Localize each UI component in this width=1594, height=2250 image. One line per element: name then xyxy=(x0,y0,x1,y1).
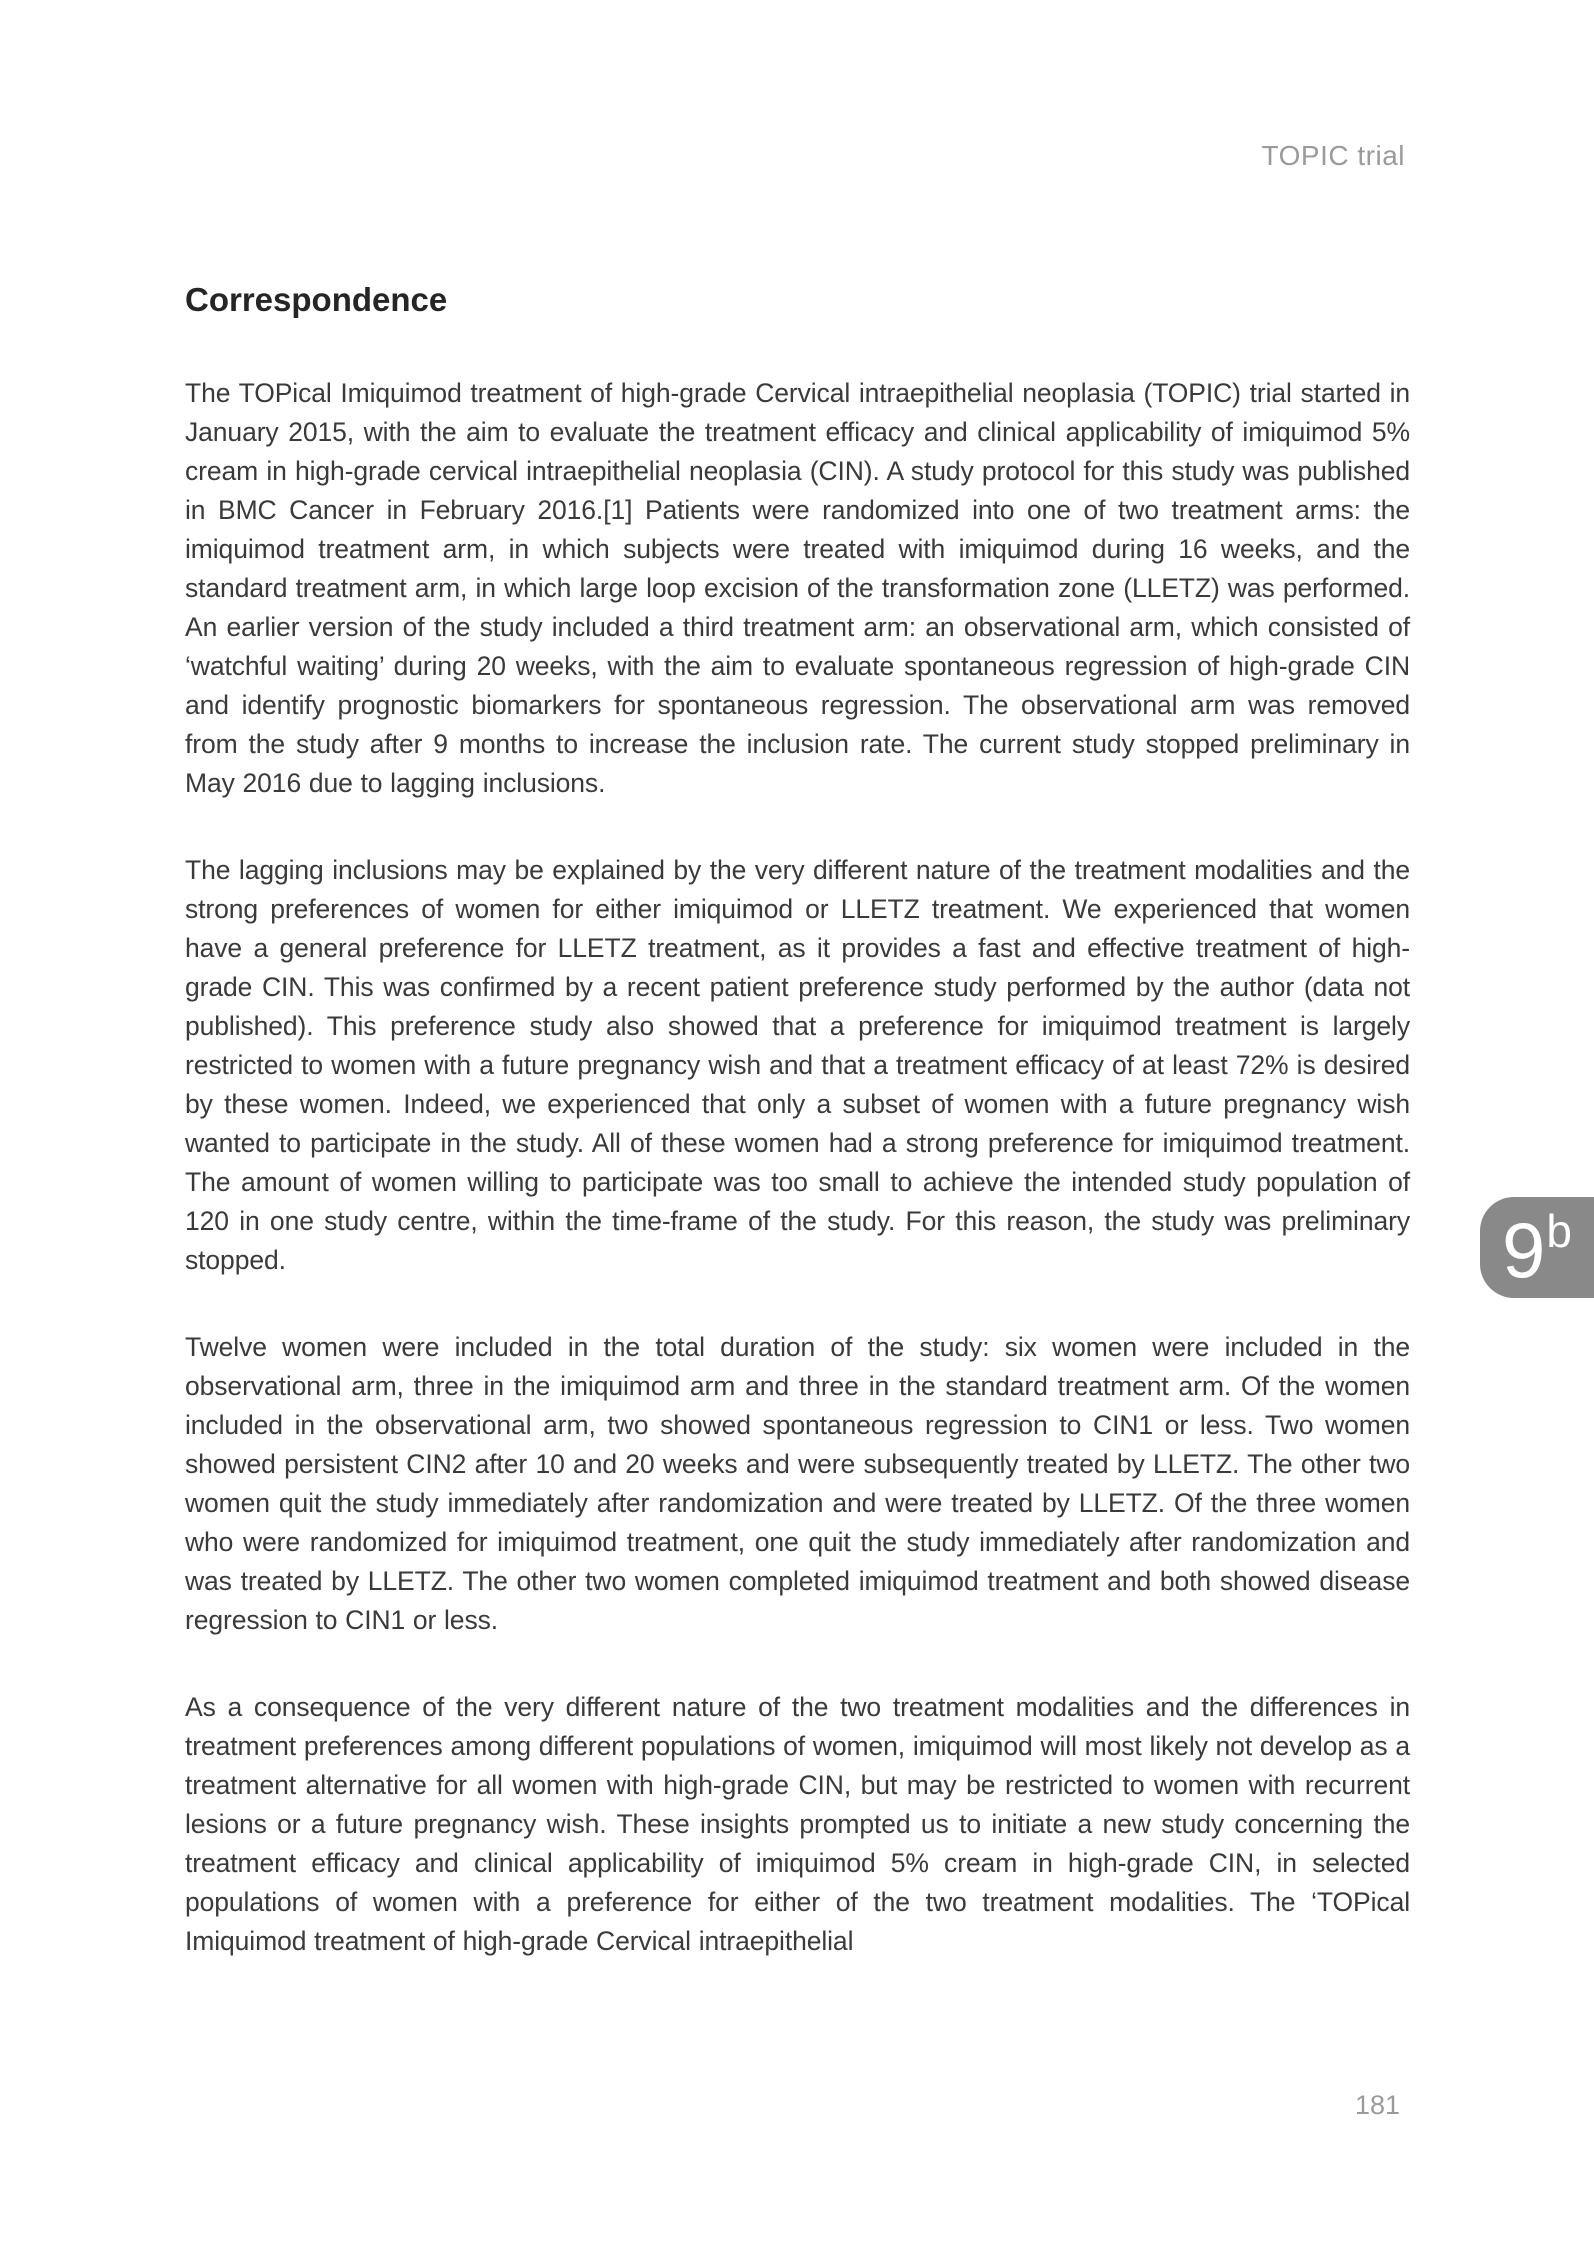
chapter-tab xyxy=(1480,1197,1594,1298)
page-number: 181 xyxy=(1354,2090,1400,2120)
chapter-tab-number: 9 xyxy=(1502,1205,1546,1294)
paragraph: Twelve women were included in the total duration of the study: six women were included in the observational arm, three in the imiquimod arm and three in the standard treatment arm. Of the women included in the observational arm, two showed spontaneous regression to CIN1 or less. Two women showed persistent CIN2 after 10 and 20 weeks and were subsequently treated by LLETZ. The other two women quit the study immediately after randomization and were treated by LLETZ. Of the three women who were randomized for imiquimod treatment, one quit the study immediately after randomization and was treated by LLETZ. The other two women completed imiquimod treatment and both showed disease regression to CIN1 or less. xyxy=(185,1332,1410,1635)
chapter-tab-suffix: b xyxy=(1546,1204,1572,1257)
running-header: TOPIC trial xyxy=(1261,140,1405,171)
paragraph: As a consequence of the very different nature of the two treatment modalities and the differences in treatment preferences among different populations of women, imiquimod will most likely not develop as a treatment alternative for all women with high-grade CIN, but may be restricted to women with recurrent lesions or a future pregnancy wish. These insights prompted us to initiate a new study concerning the treatment efficacy and clinical applicability of imiquimod 5% cream in high-grade CIN, in selected populations of women with a preference for either of the two treatment modalities. The ‘TOPical Imiquimod treatment of high-grade Cervical intraepithelial xyxy=(185,1692,1410,1956)
paragraph: The lagging inclusions may be explained by the very different nature of the treatment modalities and the strong preferences of women for either imiquimod or LLETZ treatment. We experienced that women have a general preference for LLETZ treatment, as it provides a fast and effective treatment of high-grade CIN. This was confirmed by a recent patient preference study performed by the author (data not published). This preference study also showed that a preference for imiquimod treatment is largely restricted to women with a future pregnancy wish and that a treatment efficacy of at least 72% is desired by these women. Indeed, we experienced that only a subset of women with a future pregnancy wish wanted to participate in the study. All of these women had a strong preference for imiquimod treatment. The amount of women willing to participate was too small to achieve the intended study population of 120 in one study centre, within the time-frame of the study. For this reason, the study was preliminary stopped. xyxy=(185,855,1410,1275)
article-content xyxy=(185,281,1410,2009)
paragraph: The TOPical Imiquimod treatment of high-grade Cervical intraepithelial neoplasia (TOPIC) trial started in January 2015, with the aim to evaluate the treatment efficacy and clinical applicability of imiquimod 5% cream in high-grade cervical intraepithelial neoplasia (CIN). A study protocol for this study was published in BMC Cancer in February 2016.[1] Patients were randomized into one of two treatment arms: the imiquimod treatment arm, in which subjects were treated with imiquimod during 16 weeks, and the standard treatment arm, in which large loop excision of the transformation zone (LLETZ) was performed. An earlier version of the study included a third treatment arm: an observational arm, which consisted of ‘watchful waiting’ during 20 weeks, with the aim to evaluate spontaneous regression of high-grade CIN and identify prognostic biomarkers for spontaneous regression. The observational arm was removed from the study after 9 months to increase the inclusion rate. The current study stopped preliminary in May 2016 due to lagging inclusions. xyxy=(185,378,1410,798)
section-heading: Correspondence xyxy=(185,281,448,318)
